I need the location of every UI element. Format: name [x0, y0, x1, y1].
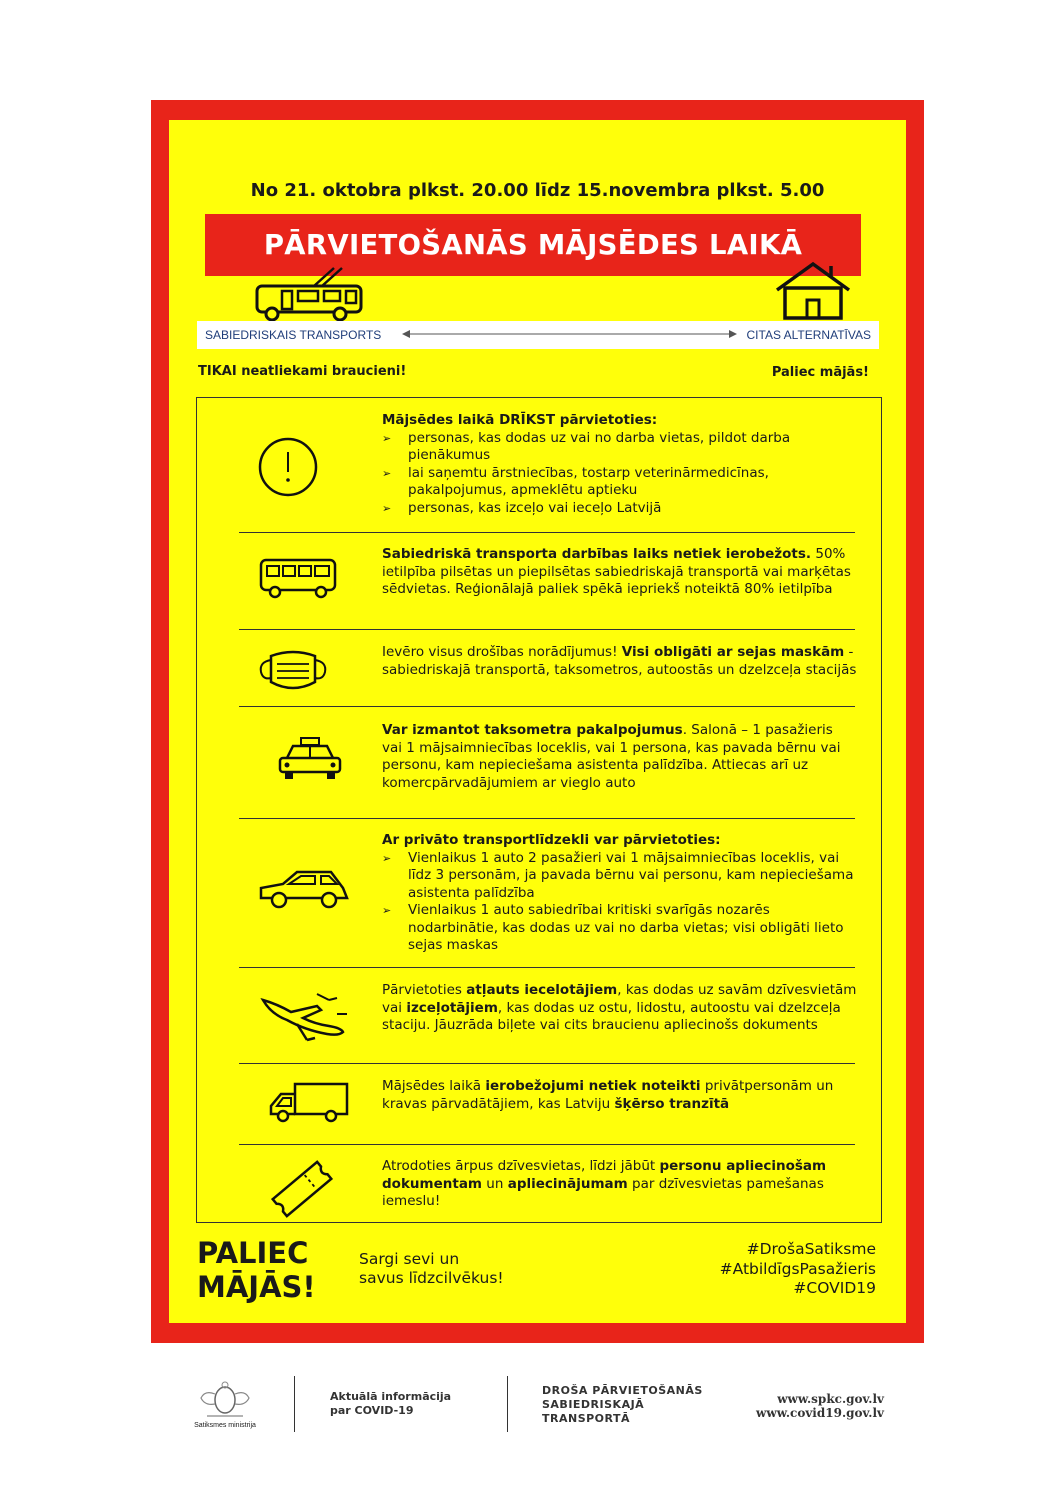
stay-home-slogan	[197, 1236, 316, 1304]
info-line: par COVID-19	[330, 1404, 414, 1417]
docs-b2: apliecinājumam	[507, 1175, 628, 1192]
strip-right-label: CITAS ALTERNATĪVAS	[746, 328, 871, 342]
safe-line: SABIEDRISKAJĀ	[542, 1398, 645, 1411]
divider	[239, 967, 855, 968]
ministry-logo	[190, 1380, 260, 1429]
hashtag: #AtbildīgsPasažieris	[719, 1259, 876, 1278]
website-link[interactable]: www.covid19.gov.lv	[756, 1406, 884, 1420]
bottom-bar	[0, 1370, 1058, 1440]
travel-t2: , kas dodas uz savām dzīvesvietām vai	[382, 982, 857, 1016]
mask-text	[382, 644, 857, 679]
travel-b2: izceļotājiem	[406, 999, 498, 1016]
travel-t1: Pārvietoties	[382, 982, 467, 998]
transport-rest: 50% ietilpība pilsētas un piepilsētas sabiedriskajā transportā vai marķētas sēdvietas. Reģionālajā paliek spēkā iepriekš noteiktā 80% ietilpība	[382, 546, 851, 597]
private-text	[382, 832, 857, 955]
divider	[239, 1063, 855, 1064]
website-link[interactable]: www.spkc.gov.lv	[777, 1392, 884, 1406]
cargo-text	[382, 1078, 857, 1113]
poster-inner	[169, 120, 906, 1323]
private-heading: Ar privāto transportlīdzekli var pārvietoties:	[382, 832, 721, 848]
divider	[239, 532, 855, 533]
slogan-line: PALIEC	[197, 1236, 309, 1270]
coat-of-arms-icon	[197, 1380, 253, 1420]
trolleybus-icon	[254, 266, 364, 322]
title-banner: PĀRVIETOŠANĀS MĀJSĒDES LAIKĀ	[205, 214, 861, 276]
divider	[294, 1376, 295, 1432]
transport-strip	[197, 321, 879, 349]
taxi-icon	[277, 736, 343, 782]
bus-icon	[257, 556, 339, 600]
strip-left-label: SABIEDRISKAIS TRANSPORTS	[205, 328, 382, 342]
exclamation-icon	[257, 436, 319, 498]
taxi-rest: . Salonā – 1 pasažieris vai 1 mājsaimniecības loceklis, vai 1 persona, kas pavada bērnu vai personu, kam nepieciešama asistenta palīdzība. Attiecas arī uz komercpārvadājumiem ar vieglo auto	[382, 722, 841, 791]
poster	[151, 100, 924, 1343]
covid-info	[330, 1390, 451, 1418]
divider	[239, 629, 855, 630]
safe-transport	[542, 1384, 703, 1426]
websites	[756, 1392, 884, 1420]
mask-text-2: - sabiedriskajā transportā, taksometros, autoostās un dzelzceļa stacijās	[382, 644, 857, 678]
slogan-line: MĀJĀS!	[197, 1270, 316, 1304]
transport-bold: Sabiedriskā transporta darbības laiks netiek ierobežots.	[382, 546, 812, 562]
protect-slogan	[359, 1250, 504, 1288]
truck-icon	[265, 1080, 351, 1124]
travel-t3: , kas dodas uz ostu, lidostu, autoostu vai dzelzceļa staciju. Jāuzrāda biļete vai cits braucienu apliecinošs dokuments	[382, 999, 841, 1033]
mask-text-1: Ievēro visus drošības norādījumus!	[382, 644, 622, 660]
note-left: TIKAI neatliekami braucieni!	[198, 364, 407, 379]
date-range: No 21. oktobra plkst. 20.00 līdz 15.novembra plkst. 5.00	[250, 180, 825, 201]
divider	[239, 1144, 855, 1145]
car-icon	[257, 866, 351, 914]
ticket-icon	[267, 1156, 337, 1222]
allowed-text	[382, 412, 857, 517]
hashtag: #DrošaSatiksme	[746, 1240, 876, 1258]
docs-b1: personu apliecinošam dokumentam	[382, 1158, 827, 1192]
ministry-name: Satiksmes ministrija	[194, 1422, 256, 1429]
allowed-item: ➢ lai saņemtu ārstniecības, tostarp veterinārmedicīnas, pakalpojumus, apmeklētu aptieku	[382, 465, 857, 500]
divider	[239, 706, 855, 707]
private-item: ➢ Vienlaikus 1 auto sabiedrībai kritiski svarīgās nozarēs nodarbinātie, kas dodas uz vai no darba vietas; visi obligāti lieto sejas maskas	[382, 902, 857, 955]
mask-bold: Visi obligāti ar sejas maskām	[621, 644, 845, 660]
docs-t1: Atrodoties ārpus dzīvesvietas, līdzi jābūt	[382, 1158, 660, 1174]
private-item: ➢ Vienlaikus 1 auto 2 pasažieri vai 1 mājsaimniecības loceklis, vai līdz 3 personām, ja pavada bērnu vai personu, kam nepieciešama asistenta palīdzība	[382, 850, 857, 903]
docs-t2: un	[482, 1175, 508, 1192]
hashtags	[720, 1240, 876, 1299]
note-right: Paliec mājās!	[771, 365, 869, 380]
divider	[507, 1376, 508, 1432]
docs-t3: par dzīvesvietas pamešanas iemeslu!	[382, 1175, 824, 1209]
safe-line: DROŠA PĀRVIETOŠANĀS	[542, 1384, 703, 1397]
info-line: Aktuālā informācija	[330, 1390, 452, 1403]
travel-b1: atļauts iecelotājiem	[466, 982, 618, 998]
allowed-heading: Mājsēdes laikā DRĪKST pārvietoties:	[382, 412, 658, 428]
transport-text	[382, 546, 857, 599]
docs-text	[382, 1158, 857, 1211]
hashtag: #COVID19	[793, 1279, 876, 1297]
face-mask-icon	[257, 648, 329, 694]
protect-line: Sargi sevi un	[359, 1250, 460, 1268]
info-box	[196, 397, 882, 1223]
allowed-item: ➢ personas, kas dodas uz vai no darba vietas, pildot darba pienākumus	[382, 430, 857, 465]
cargo-b1: ierobežojumi netiek noteikti	[485, 1078, 701, 1094]
allowed-item: ➢ personas, kas izceļo vai ieceļo Latvijā	[382, 500, 857, 518]
divider	[239, 818, 855, 819]
safe-line: TRANSPORTĀ	[542, 1412, 631, 1425]
taxi-bold: Var izmantot taksometra pakalpojumus	[382, 722, 683, 738]
travel-text	[382, 982, 857, 1035]
house-icon	[773, 260, 853, 322]
cargo-t2: privātpersonām un kravas pārvadātājiem, kas Latviju	[382, 1078, 834, 1112]
double-arrow-icon	[402, 327, 737, 341]
cargo-b2: šķērso tranzītā	[614, 1095, 730, 1112]
protect-line: savus līdzcilvēkus!	[359, 1269, 504, 1287]
cargo-t1: Mājsēdes laikā	[382, 1078, 486, 1094]
airplane-icon	[257, 992, 349, 1044]
taxi-text	[382, 722, 857, 792]
